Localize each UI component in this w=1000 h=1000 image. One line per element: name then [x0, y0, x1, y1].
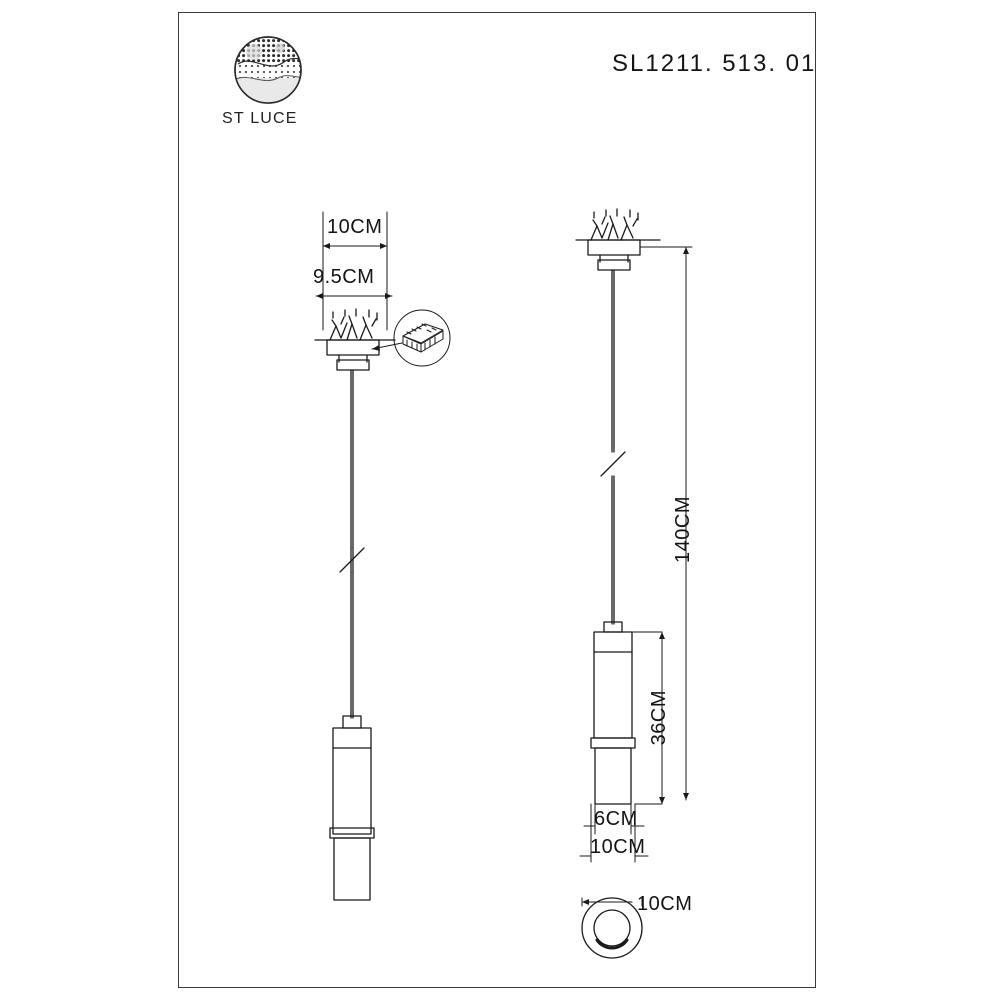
- dim-label-shade-diameter: 6CM: [594, 808, 638, 830]
- half-tone-circle-logo-icon: [232, 34, 304, 106]
- dim-label-canopy-width: 10CM: [327, 216, 383, 238]
- dim-label-shade-length: 36CM: [648, 690, 670, 746]
- dim-label-total-drop: 140CM: [672, 496, 694, 563]
- dim-label-canopy-plate-diameter: 10CM: [637, 893, 693, 915]
- brand-name: ST LUCE: [222, 110, 298, 127]
- drawing-frame: [178, 12, 816, 988]
- brand-block: [222, 34, 352, 130]
- article-code: SL1211. 513. 01: [612, 50, 817, 77]
- dim-label-canopy-height-span: 9.5CM: [313, 266, 375, 288]
- dim-label-canopy-diameter: 10CM: [590, 836, 646, 858]
